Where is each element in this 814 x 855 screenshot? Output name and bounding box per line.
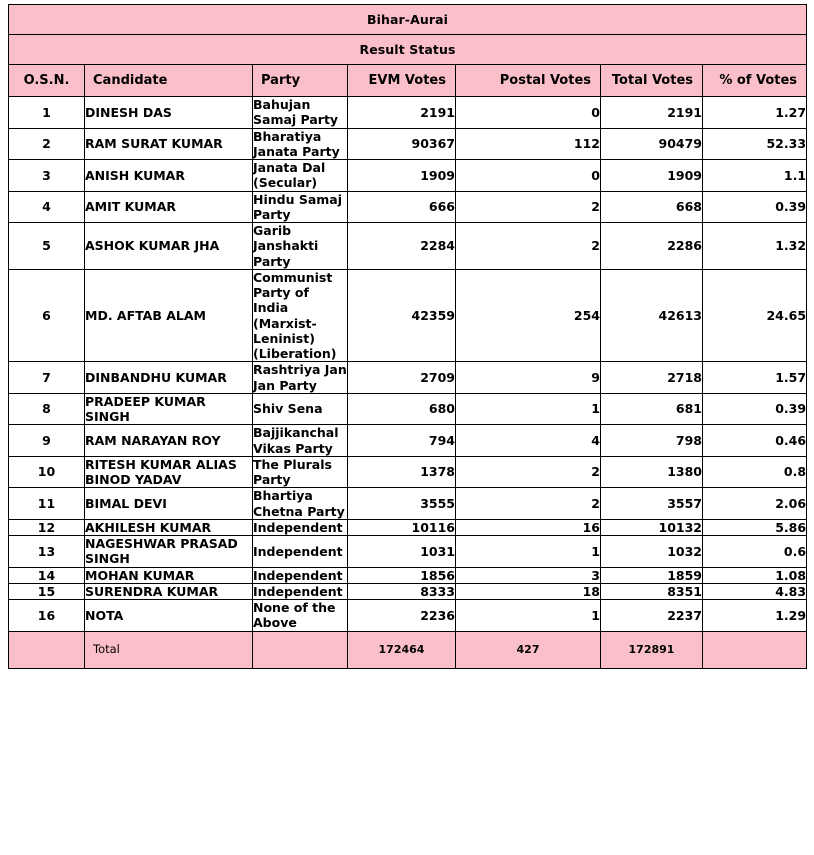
- result-status-title: Result Status: [9, 35, 807, 65]
- row-total-votes: 2286: [601, 223, 703, 270]
- table-row: [9, 223, 807, 270]
- row-postal-votes: 18: [456, 583, 601, 599]
- row-evm-votes: 42359: [348, 269, 456, 362]
- row-candidate-name: MD. AFTAB ALAM: [85, 269, 253, 362]
- row-candidate-name: SURENDRA KUMAR: [85, 583, 253, 599]
- row-party-name: Hindu Samaj Party: [253, 191, 348, 223]
- row-postal-votes: 2: [456, 223, 601, 270]
- row-candidate-name: DINBANDHU KUMAR: [85, 362, 253, 394]
- row-evm-votes: 2284: [348, 223, 456, 270]
- row-total-votes: 681: [601, 393, 703, 425]
- row-osn: 7: [9, 362, 85, 394]
- row-candidate-name: ASHOK KUMAR JHA: [85, 223, 253, 270]
- row-osn: 3: [9, 160, 85, 192]
- total-osn-cell: [9, 631, 85, 668]
- row-percent-votes: 1.1: [703, 160, 807, 192]
- row-candidate-name: ANISH KUMAR: [85, 160, 253, 192]
- row-party-name: Shiv Sena: [253, 393, 348, 425]
- row-candidate-name: NAGESHWAR PRASAD SINGH: [85, 536, 253, 568]
- row-postal-votes: 9: [456, 362, 601, 394]
- row-percent-votes: 1.27: [703, 97, 807, 129]
- table-row: [9, 160, 807, 192]
- row-osn: 10: [9, 456, 85, 488]
- row-evm-votes: 90367: [348, 128, 456, 160]
- column-header-party: Party: [253, 65, 348, 97]
- row-percent-votes: 24.65: [703, 269, 807, 362]
- table-row: [9, 97, 807, 129]
- row-evm-votes: 666: [348, 191, 456, 223]
- row-postal-votes: 2: [456, 488, 601, 520]
- row-percent-votes: 2.06: [703, 488, 807, 520]
- row-total-votes: 2191: [601, 97, 703, 129]
- table-row: [9, 536, 807, 568]
- row-candidate-name: NOTA: [85, 600, 253, 632]
- row-total-votes: 3557: [601, 488, 703, 520]
- column-header-evm-votes: EVM Votes: [348, 65, 456, 97]
- row-evm-votes: 2236: [348, 600, 456, 632]
- table-row: [9, 362, 807, 394]
- row-party-name: Independent: [253, 519, 348, 535]
- total-percent-cell: [703, 631, 807, 668]
- row-evm-votes: 1856: [348, 567, 456, 583]
- row-postal-votes: 0: [456, 160, 601, 192]
- row-osn: 5: [9, 223, 85, 270]
- row-evm-votes: 8333: [348, 583, 456, 599]
- row-total-votes: 10132: [601, 519, 703, 535]
- row-party-name: Bahujan Samaj Party: [253, 97, 348, 129]
- table-row: [9, 269, 807, 362]
- total-row: [9, 631, 807, 668]
- row-percent-votes: 4.83: [703, 583, 807, 599]
- row-osn: 14: [9, 567, 85, 583]
- row-party-name: Communist Party of India (Marxist-Leninist) (Liberation): [253, 269, 348, 362]
- row-party-name: None of the Above: [253, 600, 348, 632]
- row-party-name: Bharatiya Janata Party: [253, 128, 348, 160]
- table-body: [9, 97, 807, 632]
- row-osn: 15: [9, 583, 85, 599]
- column-header-row: [9, 65, 807, 97]
- row-postal-votes: 1: [456, 600, 601, 632]
- total-label-cell: Total: [85, 631, 253, 668]
- row-osn: 11: [9, 488, 85, 520]
- table-row: [9, 488, 807, 520]
- row-percent-votes: 1.32: [703, 223, 807, 270]
- row-postal-votes: 3: [456, 567, 601, 583]
- table-row: [9, 425, 807, 457]
- row-total-votes: 90479: [601, 128, 703, 160]
- row-total-votes: 8351: [601, 583, 703, 599]
- row-osn: 9: [9, 425, 85, 457]
- row-percent-votes: 0.6: [703, 536, 807, 568]
- row-candidate-name: RITESH KUMAR ALIAS BINOD YADAV: [85, 456, 253, 488]
- row-candidate-name: RAM SURAT KUMAR: [85, 128, 253, 160]
- total-party-cell: [253, 631, 348, 668]
- row-total-votes: 1032: [601, 536, 703, 568]
- row-osn: 8: [9, 393, 85, 425]
- row-osn: 16: [9, 600, 85, 632]
- row-evm-votes: 3555: [348, 488, 456, 520]
- table-row: [9, 456, 807, 488]
- row-postal-votes: 112: [456, 128, 601, 160]
- row-party-name: Independent: [253, 567, 348, 583]
- row-evm-votes: 794: [348, 425, 456, 457]
- row-evm-votes: 1378: [348, 456, 456, 488]
- row-candidate-name: BIMAL DEVI: [85, 488, 253, 520]
- row-total-votes: 2718: [601, 362, 703, 394]
- row-candidate-name: PRADEEP KUMAR SINGH: [85, 393, 253, 425]
- column-header-osn: O.S.N.: [9, 65, 85, 97]
- constituency-title: Bihar-Aurai: [9, 5, 807, 35]
- row-percent-votes: 1.29: [703, 600, 807, 632]
- row-percent-votes: 5.86: [703, 519, 807, 535]
- row-party-name: Rashtriya Jan Jan Party: [253, 362, 347, 393]
- row-osn: 6: [9, 269, 85, 362]
- row-total-votes: 1909: [601, 160, 703, 192]
- table-header: [9, 5, 807, 97]
- row-candidate-name: RAM NARAYAN ROY: [85, 425, 253, 457]
- row-osn: 2: [9, 128, 85, 160]
- row-postal-votes: 254: [456, 269, 601, 362]
- row-evm-votes: 680: [348, 393, 456, 425]
- row-party-name: Independent: [253, 583, 348, 599]
- row-party-name: Bajjikanchal Vikas Party: [253, 425, 348, 457]
- row-candidate-name: AKHILESH KUMAR: [85, 519, 253, 535]
- column-header-percent-votes: % of Votes: [703, 65, 807, 97]
- row-osn: 13: [9, 536, 85, 568]
- row-postal-votes: 0: [456, 97, 601, 129]
- column-header-total-votes: Total Votes: [601, 65, 703, 97]
- row-percent-votes: 52.33: [703, 128, 807, 160]
- table-row: [9, 191, 807, 223]
- row-party-name: Janata Dal (Secular): [253, 160, 348, 192]
- row-candidate-name: MOHAN KUMAR: [85, 567, 253, 583]
- row-party-name: Garib Janshakti Party: [253, 223, 348, 270]
- row-candidate-name: AMIT KUMAR: [85, 191, 253, 223]
- row-osn: 1: [9, 97, 85, 129]
- column-header-candidate: Candidate: [85, 65, 253, 97]
- row-percent-votes: 0.46: [703, 425, 807, 457]
- row-postal-votes: 2: [456, 456, 601, 488]
- constituency-banner-row: [9, 5, 807, 35]
- row-postal-votes: 1: [456, 536, 601, 568]
- result-status-banner-row: [9, 35, 807, 65]
- row-evm-votes: 2709: [348, 362, 456, 394]
- table-footer: [9, 631, 807, 668]
- row-total-votes: 1859: [601, 567, 703, 583]
- row-party-name: Independent: [253, 536, 348, 568]
- total-evm-votes: 172464: [348, 631, 456, 668]
- row-postal-votes: 1: [456, 393, 601, 425]
- row-percent-votes: 1.57: [703, 362, 807, 394]
- row-percent-votes: 0.39: [703, 191, 807, 223]
- table-row: [9, 128, 807, 160]
- row-postal-votes: 4: [456, 425, 601, 457]
- row-total-votes: 668: [601, 191, 703, 223]
- table-row: [9, 600, 807, 632]
- table-row: [9, 393, 807, 425]
- row-evm-votes: 2191: [348, 97, 456, 129]
- row-total-votes: 2237: [601, 600, 703, 632]
- row-evm-votes: 1031: [348, 536, 456, 568]
- row-postal-votes: 16: [456, 519, 601, 535]
- table-row: [9, 567, 807, 583]
- row-osn: 12: [9, 519, 85, 535]
- total-total-votes: 172891: [601, 631, 703, 668]
- row-total-votes: 1380: [601, 456, 703, 488]
- row-osn: 4: [9, 191, 85, 223]
- row-evm-votes: 1909: [348, 160, 456, 192]
- column-header-postal-votes: Postal Votes: [456, 65, 601, 97]
- election-result-table: [8, 4, 807, 669]
- row-postal-votes: 2: [456, 191, 601, 223]
- row-percent-votes: 1.08: [703, 567, 807, 583]
- total-postal-votes: 427: [456, 631, 601, 668]
- row-evm-votes: 10116: [348, 519, 456, 535]
- row-candidate-name: DINESH DAS: [85, 97, 253, 129]
- table-row: [9, 583, 807, 599]
- row-total-votes: 798: [601, 425, 703, 457]
- row-total-votes: 42613: [601, 269, 703, 362]
- row-percent-votes: 0.8: [703, 456, 807, 488]
- table-row: [9, 519, 807, 535]
- row-percent-votes: 0.39: [703, 393, 807, 425]
- row-party-name: Bhartiya Chetna Party: [253, 488, 348, 520]
- row-party-name: The Plurals Party: [253, 456, 348, 488]
